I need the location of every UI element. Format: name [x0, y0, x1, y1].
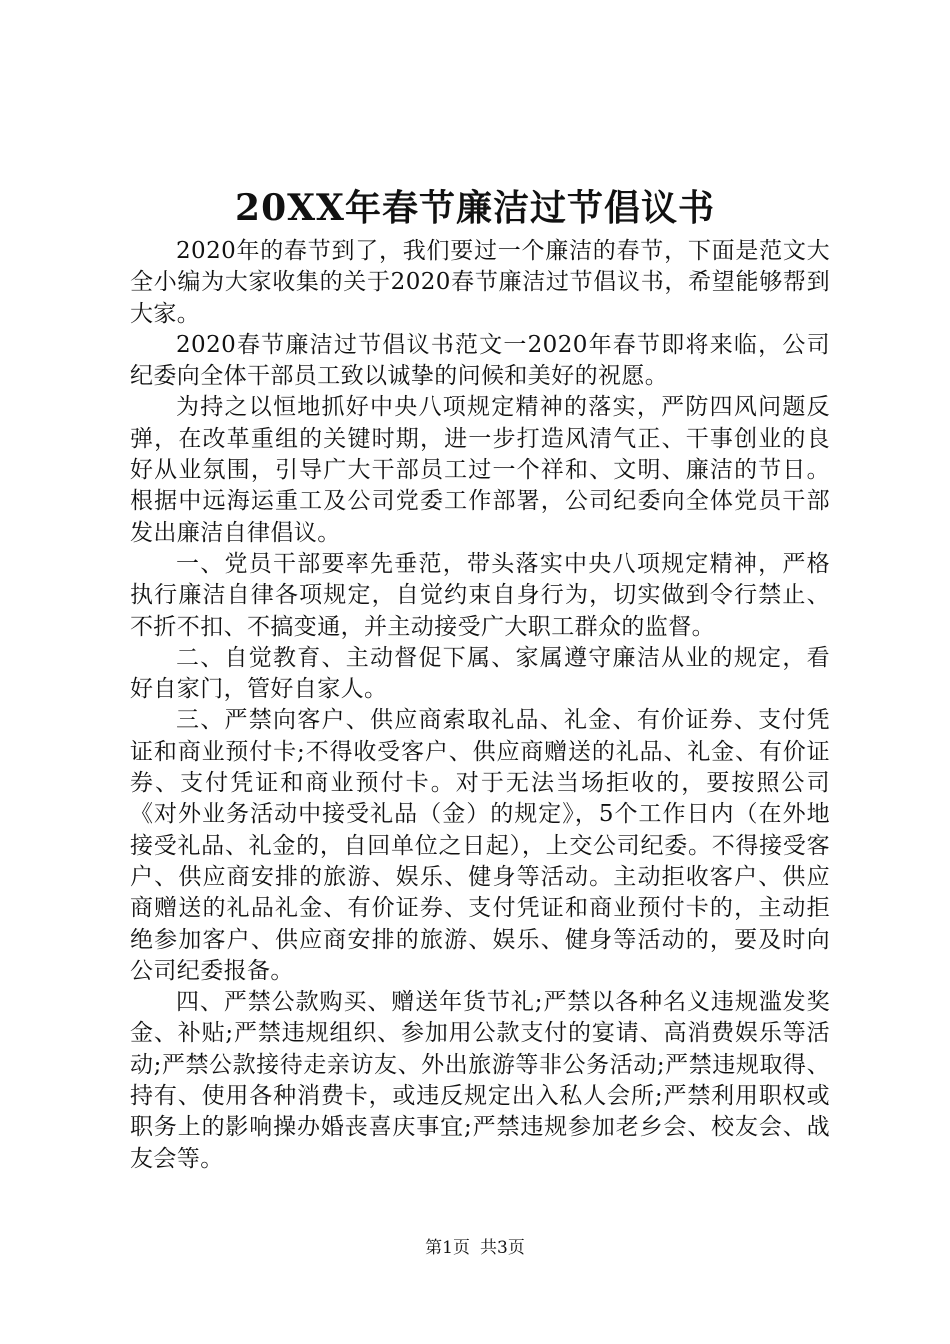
paragraph-item-two: 二、自觉教育、主动督促下属、家属遵守廉洁从业的规定，看好自家门，管好自家人。 — [130, 644, 830, 703]
paragraph-intro: 2020年的春节到了，我们要过一个廉洁的春节，下面是范文大全小编为大家收集的关于2020春节廉洁过节倡议书，希望能够帮到大家。 — [130, 238, 830, 327]
paragraph-item-one: 一、党员干部要率先垂范，带头落实中央八项规定精神，严格执行廉洁自律各项规定，自觉约束自身行为，切实做到令行禁止、不折不扣、不搞变通，并主动接受广大职工群众的监督。 — [130, 550, 830, 640]
paragraph-purpose: 为持之以恒地抓好中央八项规定精神的落实，严防四风问题反弹，在改革重组的关键时期，进一步打造风清气正、干事创业的良好从业氛围，引导广大干部员工过一个祥和、文明、廉洁的节日。根据中远海运重工及公司党委工作部署，公司纪委向全体党员干部发出廉洁自律倡议。 — [130, 394, 830, 546]
document-title: 20XX年春节廉洁过节倡议书 — [235, 187, 715, 229]
paragraph-sample-one: 2020春节廉洁过节倡议书范文一2020年春节即将来临，公司纪委向全体干部员工致以诚挚的问候和美好的祝愿。 — [130, 331, 830, 390]
page-total: 共3页 — [480, 1238, 525, 1258]
paragraph-item-three: 三、严禁向客户、供应商索取礼品、礼金、有价证券、支付凭证和商业预付卡;不得收受客户、供应商赠送的礼品、礼金、有价证券、支付凭证和商业预付卡。对于无法当场拒收的，要按照公司《对外业务活动中接受礼品（金）的规定》，5个工作日内（在外地接受礼品、礼金的，自回单位之日起），上交公司纪委。不得接受客户、供应商安排的旅游、娱乐、健身等活动。主动拒收客户、供应商赠送的礼品礼金、有价证券、支付凭证和商业预付卡的，主动拒绝参加客户、供应商安排的旅游、娱乐、健身等活动的，要及时向公司纪委报备。 — [130, 707, 830, 984]
page-number: 第1页 — [425, 1238, 470, 1258]
document-body — [130, 236, 830, 1175]
paragraph-item-four: 四、严禁公款购买、赠送年货节礼;严禁以各种名义违规滥发奖金、补贴;严禁违规组织、参加用公款支付的宴请、高消费娱乐等活动;严禁公款接待走亲访友、外出旅游等非公务活动;严禁违规取得、持有、使用各种消费卡，或违反规定出入私人会所;严禁利用职权或职务上的影响操办婚丧喜庆事宜;严禁违规参加老乡会、校友会、战友会等。 — [130, 989, 830, 1172]
page-footer — [0, 1236, 950, 1260]
